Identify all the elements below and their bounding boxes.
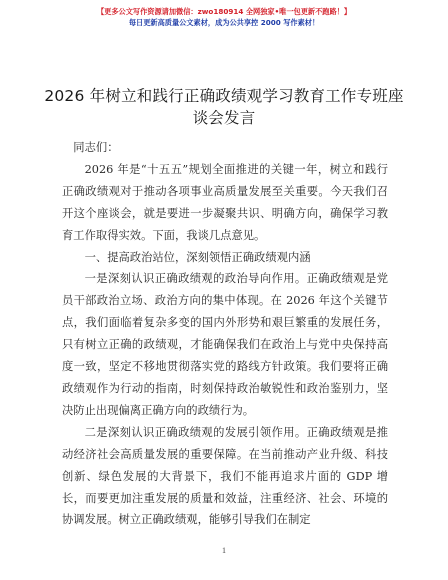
document-title: 2026 年树立和践行正确政绩观学习教育工作专班座谈会发言 (44, 87, 404, 127)
intro-paragraph: 2026 年是“十五五”规划全面推进的关键一年，树立和践行正确政绩观对于推动各项事业高质量发展至关重要。今天我们召开这个座谈会，就是要进一步凝聚共识、明确方向，确保学习教育工作取得实效。下面，我谈几点意见。 (62, 162, 388, 242)
document-body (62, 137, 388, 531)
promo-line-1: 【更多公文写作资源请加微信：zwo180914 全网独家•唯一包更新不跑路！】 (96, 7, 352, 16)
promo-line-2: 每日更新高质量公文素材，成为公共享控 2000 写作素材！ (128, 18, 320, 27)
body-paragraph: 一是深刻认识正确政绩观的政治导向作用。正确政绩观是党员干部政治立场、政治方向的集中体现。在 2026 年这个关键节点，我们面临着复杂多变的国内外形势和艰巨繁重的发展任务，只有树立正确的政绩观，才能确保我们在政治上与党中央保持高度一致，坚定不移地贯彻落实党的路线方针政策。我们要将正确政绩观作为行动的指南，时刻保持政治敏锐性和政治鉴别力，坚决防止出现偏离正确方向的政绩行为。 (62, 272, 388, 417)
body-paragraph: 二是深刻认识正确政绩观的发展引领作用。正确政绩观是推动经济社会高质量发展的重要保障。在当前推动产业升级、科技创新、绿色发展的大背景下，我们不能再追求片面的 GDP 增长，而要更加注重发展的质量和效益，注重经济、社会、环境的协调发展。树立正确政绩观，能够引导我们在制定 (62, 425, 388, 527)
greeting: 同志们： (73, 141, 119, 154)
page-number: 1 (222, 546, 226, 555)
section-heading: 一、提高政治站位，深刻领悟正确政绩观内涵 (84, 250, 311, 264)
promo-banner (0, 6, 448, 28)
